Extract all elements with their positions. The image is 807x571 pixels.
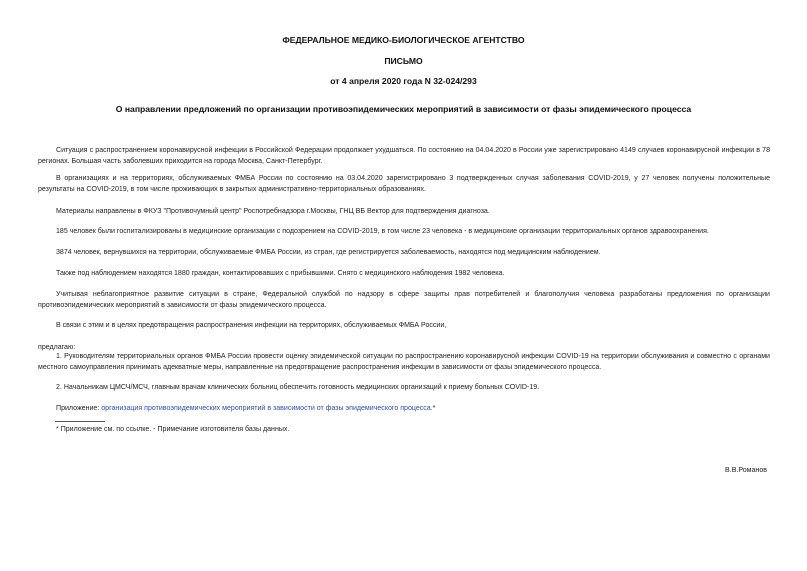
agency-name: ФЕДЕРАЛЬНОЕ МЕДИКО-БИОЛОГИЧЕСКОЕ АГЕНТСТВО (282, 35, 525, 45)
document-date-number: от 4 апреля 2020 года N 32-024/293 (330, 76, 477, 86)
attachment-line (38, 404, 770, 415)
order-item-2: 2. Начальникам ЦМСЧ/МСЧ, главным врачам клинических больниц обеспечить готовность медицинских организаций к приему больных COVID-19. (56, 384, 540, 391)
paragraph-contacts: Также под наблюдением находятся 1880 граждан, контактировавших с прибывшими. Снято с медицинского наблюдения 1982 человека. (56, 270, 505, 277)
paragraph-situation: Ситуация с распространением коронавирусной инфекции в Российской Федерации продолжает ухудшаться. По состоянию на 04.04.2020 в России уже зарегистрировано 4149 случаев коронавирусной инфекции в 78 регионах. Большая часть заболевших приходится на города Москва, Санкт-Петербург. (38, 147, 770, 165)
document-type: ПИСЬМО (384, 56, 423, 66)
attachment-label: Приложение: (56, 405, 102, 412)
signature: В.В.Романов (725, 467, 767, 474)
paragraph-materials: Материалы направлены в ФКУЗ "Противочумный центр" Роспотребнадзора г.Москвы, ГНЦ ВБ Вектор для подтверждения диагноза. (56, 208, 490, 215)
attachment-mark: * (432, 405, 436, 412)
paragraph-hospitalized: 185 человек были госпитализированы в медицинские организации с подозрением на COVID-2019, в том числе 23 человека - в медицинские организации территориальных органов здравоохранения. (56, 228, 709, 235)
footnote: * Приложение см. по ссылке. - Примечание изготовителя базы данных. (56, 426, 290, 433)
paragraph-proposals: Учитывая неблагоприятное развитие ситуации в стране, Федеральной службой по надзору в сфере защиты прав потребителей и благополучия человека разработаны предложения по организации противоэпидемических мероприятий в зависимости от фазы эпидемического процесса. (38, 291, 770, 309)
order-item-1: 1. Руководителям территориальных органов ФМБА России провести оценку эпидемической ситуации по распространению коронавирусной инфекции COVID-19 на территории обслуживания и совместно с органами местного самоуправления принимать адекватные меры, направленные на предотвращение распространения инфекции в зависимости от фазы эпидемического процесса. (38, 353, 770, 371)
attachment-link[interactable]: организация противоэпидемических мероприятий в зависимости от фазы эпидемического процесса. (101, 405, 433, 412)
paragraph-organizations: В организациях и на территориях, обслуживаемых ФМБА России по состоянию на 03.04.2020 зарегистрировано 3 подтвержденных случая заболевания COVID-2019, у 27 человек получены положительные результаты на COVID-2019, в том числе проживающих в закрытых административно-территориальных образованиях. (38, 175, 770, 193)
footnote-divider (55, 421, 105, 422)
paragraph-in-connection: В связи с этим и в целях предотвращения распространения инфекции на территориях, обслуживаемых ФМБА России, (56, 322, 447, 329)
proposes-label: предлагаю: (38, 344, 76, 351)
document-subject: О направлении предложений по организации противоэпидемических мероприятий в зависимости от фазы эпидемического процесса (115, 104, 692, 114)
paragraph-observation: 3874 человек, вернувшихся на территории, обслуживаемые ФМБА России, из стран, где регистрируется заболеваемость, находятся под медицинским наблюдением. (56, 249, 601, 256)
